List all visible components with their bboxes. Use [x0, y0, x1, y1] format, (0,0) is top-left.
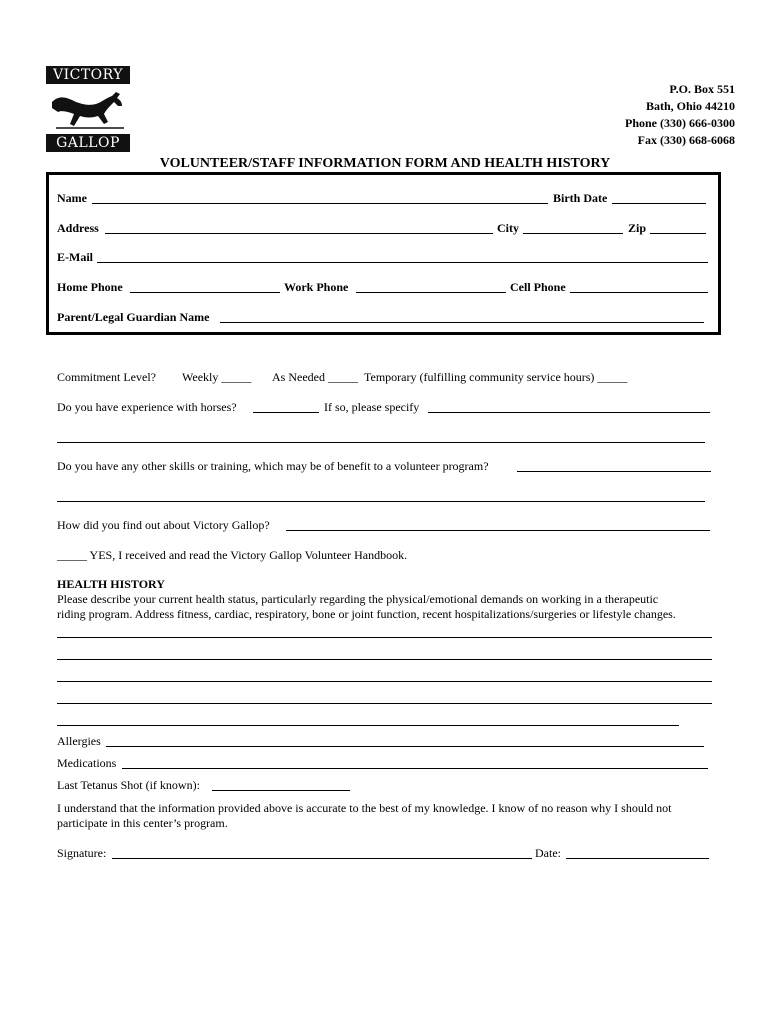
horse-icon	[46, 84, 130, 134]
address-field[interactable]	[105, 233, 493, 234]
guardian-field[interactable]	[220, 322, 704, 323]
zip-label: Zip	[628, 221, 647, 235]
email-label: E-Mail	[57, 250, 93, 264]
work-phone-label: Work Phone	[284, 280, 349, 294]
health-line-2[interactable]	[57, 659, 712, 660]
work-phone-field[interactable]	[356, 292, 506, 293]
health-instructions-line1: Please describe your current health status, particularly regarding the physical/emotional demands on working in a therapeutic	[57, 592, 659, 606]
found-question: How did you find out about Victory Gallop?	[57, 518, 270, 532]
guardian-label: Parent/Legal Guardian Name	[57, 310, 210, 324]
statement-line2: participate in this center’s program.	[57, 816, 228, 830]
phone-line: Phone (330) 666-0300	[625, 116, 735, 130]
address-label: Address	[57, 221, 99, 235]
zip-field[interactable]	[650, 233, 706, 234]
signature-label: Signature:	[57, 846, 107, 860]
date-field[interactable]	[566, 858, 709, 859]
logo-bottom-text: GALLOP	[56, 135, 120, 151]
if-so-label: If so, please specify	[324, 400, 420, 414]
cell-phone-field[interactable]	[570, 292, 708, 293]
commitment-label: Commitment Level?	[57, 370, 156, 384]
allergies-field[interactable]	[106, 746, 704, 747]
skills-question: Do you have any other skills or training, which may be of benefit to a volunteer program?	[57, 459, 489, 473]
temporary-option[interactable]: Temporary (fulfilling community service hours) _____	[364, 370, 628, 384]
health-instructions-line2: riding program. Address fitness, cardiac, respiratory, bone or joint function, recent hospitalizations/surgeries or lifestyle changes.	[57, 607, 676, 621]
logo-top-text: VICTORY	[52, 67, 124, 83]
statement-line1: I understand that the information provided above is accurate to the best of my knowledge. I know of no reason why I should not	[57, 801, 672, 815]
birth-date-field[interactable]	[612, 203, 706, 204]
experience-extra-line[interactable]	[57, 442, 705, 443]
experience-specify-field[interactable]	[428, 412, 710, 413]
medications-label: Medications	[57, 756, 117, 770]
fax-line: Fax (330) 668-6068	[637, 133, 735, 147]
date-label: Date:	[535, 846, 561, 860]
signature-field[interactable]	[112, 858, 532, 859]
skills-field[interactable]	[517, 471, 711, 472]
city-field[interactable]	[523, 233, 623, 234]
health-line-4[interactable]	[57, 703, 712, 704]
tetanus-label: Last Tetanus Shot (if known):	[57, 778, 200, 792]
victory-gallop-logo	[46, 66, 130, 152]
allergies-label: Allergies	[57, 734, 101, 748]
email-field[interactable]	[97, 262, 708, 263]
city-label: City	[497, 221, 519, 235]
weekly-option[interactable]: Weekly _____	[182, 370, 252, 384]
as-needed-option[interactable]: As Needed _____	[272, 370, 358, 384]
home-phone-label: Home Phone	[57, 280, 123, 294]
form-title: VOLUNTEER/STAFF INFORMATION FORM AND HEALTH HISTORY	[159, 156, 611, 171]
skills-extra-line[interactable]	[57, 501, 705, 502]
health-line-3[interactable]	[57, 681, 712, 682]
medications-field[interactable]	[122, 768, 708, 769]
experience-question: Do you have experience with horses?	[57, 400, 237, 414]
handbook-confirmation[interactable]: _____ YES, I received and read the Victory Gallop Volunteer Handbook.	[57, 548, 408, 562]
health-line-5[interactable]	[57, 725, 679, 726]
found-field[interactable]	[286, 530, 710, 531]
birth-date-label: Birth Date	[553, 191, 608, 205]
name-field[interactable]	[92, 203, 548, 204]
health-history-heading: HEALTH HISTORY	[57, 577, 165, 591]
cell-phone-label: Cell Phone	[510, 280, 566, 294]
health-line-1[interactable]	[57, 637, 712, 638]
po-box: P.O. Box 551	[669, 82, 735, 96]
tetanus-field[interactable]	[212, 790, 350, 791]
name-label: Name	[57, 191, 87, 205]
home-phone-field[interactable]	[130, 292, 280, 293]
city-line: Bath, Ohio 44210	[645, 99, 735, 113]
experience-answer-field[interactable]	[253, 412, 319, 413]
contact-address-block	[625, 81, 735, 149]
